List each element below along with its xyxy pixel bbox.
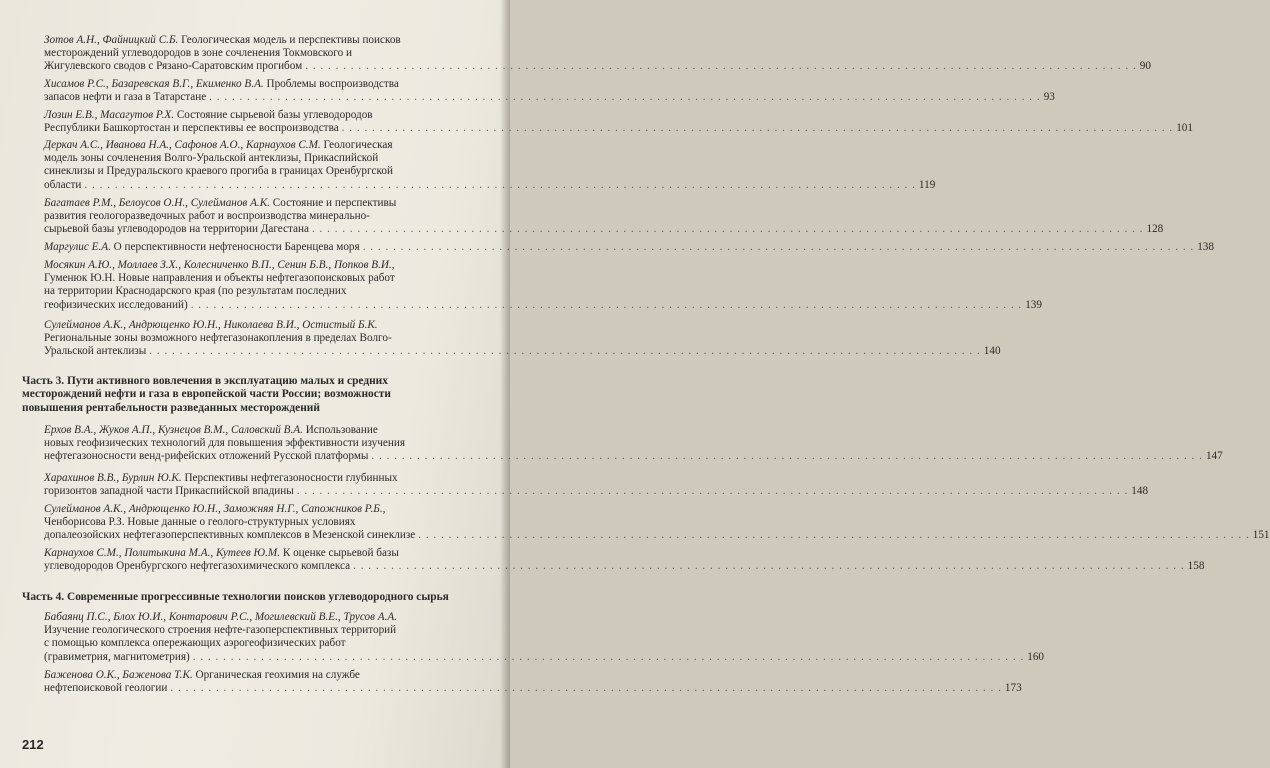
- entry-title-line: Состояние и перспективы: [272, 197, 397, 209]
- entry-page-number: 138: [1197, 241, 1214, 253]
- entry-title-line: Ченборисова Р.З. Новые данные о геолого-структурных условиях: [44, 516, 356, 529]
- entry-authors: Карнаухов С.М., Политыкина М.А., Кутеев Ю.М.: [44, 547, 281, 559]
- entry-title-line: с помощью комплекса опережающих аэрогеофизических работ: [44, 637, 346, 650]
- entry-title-line: допалеозойских нефтегазоперспективных комплексов в Мезенской синеклизе: [44, 529, 416, 542]
- part-heading-line: Часть 4. Современные прогрессивные технологии поисков углеводородного сырья: [22, 591, 449, 603]
- entry-authors: Баженова О.К., Баженова Т.К.: [44, 669, 193, 681]
- toc-entry[interactable]: [44, 669, 1022, 695]
- toc-entry[interactable]: [44, 241, 1214, 254]
- toc-entry[interactable]: [44, 472, 1149, 498]
- entry-title-line: Состояние сырьевой базы углеводородов: [176, 109, 373, 121]
- entry-title-line: геофизических исследований): [44, 298, 188, 311]
- toc-entry[interactable]: [44, 611, 1045, 664]
- entry-title-line: области: [44, 178, 82, 191]
- leader-dots: [353, 560, 1185, 573]
- entry-page-number: 158: [1187, 560, 1205, 573]
- entry-title-line: Изучение геологического строения нефте-газоперспективных территорий: [44, 624, 397, 637]
- entry-authors: Сулейманов А.К., Андрющенко Ю.Н., Николаева В.И., Остистый Б.К.: [44, 319, 378, 331]
- part-heading-line: повышения рентабельности разведанных месторождений: [22, 401, 320, 414]
- entry-authors: Сулейманов А.К., Андрющенко Ю.Н., Заможняя Н.Г., Сапожников Р.Б.,: [44, 503, 386, 515]
- entry-title-line: нефтегазоносности венд-рифейских отложений Русской платформы: [44, 450, 369, 463]
- leader-dots: [363, 241, 1195, 254]
- toc-entry[interactable]: [44, 424, 1223, 464]
- leader-dots: [342, 122, 1174, 135]
- leader-dots: [312, 223, 1144, 236]
- entry-page-number: 101: [1176, 122, 1193, 135]
- part-heading: [22, 375, 482, 415]
- leader-dots: [305, 60, 1137, 73]
- entry-authors: Мосякин А.Ю., Моллаев З.Х., Колесниченко В.П., Сенин Б.В., Попков В.И.,: [44, 259, 395, 271]
- entry-title-line: Республики Башкортостан и перспективы ее воспроизводства: [44, 122, 339, 135]
- toc-entry[interactable]: [44, 78, 1055, 104]
- entry-authors: Багатаев Р.М., Белоусов О.Н., Сулейманов А.К.: [44, 197, 270, 209]
- entry-title-line: нефтепоисковой геологии: [44, 682, 168, 695]
- entry-title-line: на территории Краснодарского края (по результатам последних: [44, 285, 347, 298]
- entry-title-line: синеклизы и Предуральского краевого прогиба в границах Оренбургской: [44, 165, 393, 178]
- entry-title-line: сырьевой базы углеводородов на территории Дагестана: [44, 223, 309, 236]
- toc-entry[interactable]: [44, 34, 1151, 74]
- entry-title-line: Использование: [305, 424, 378, 436]
- entry-title-line: Уральской антеклизы: [44, 345, 147, 358]
- entry-page-number: 119: [918, 178, 936, 191]
- entry-authors: Зотов А.Н., Файницкий С.Б.: [44, 34, 179, 46]
- toc-entry[interactable]: [44, 319, 1001, 359]
- leader-dots: [191, 299, 1023, 312]
- entry-authors: Бабаянц П.С., Блох Ю.И., Контарович Р.С., Могилевский В.Е., Трусов А.А.: [44, 611, 398, 623]
- entry-page-number: 160: [1027, 650, 1045, 663]
- toc-entry[interactable]: [44, 547, 1205, 573]
- entry-title-line: Жигулевского сводов с Рязано-Саратовским прогибом: [44, 60, 303, 73]
- part-heading-line: Часть 3. Пути активного вовлечения в эксплуатацию малых и средних: [22, 375, 388, 387]
- entry-authors: Ерхов В.А., Жуков А.П., Кузнецов В.М., Саловский В.А.: [44, 424, 303, 436]
- entry-title-line: (гравиметрия, магнитометрия): [44, 650, 190, 663]
- entry-page-number: 90: [1139, 60, 1151, 73]
- entry-title-line: месторождений углеводородов в зоне сочленения Токмовского и: [44, 47, 352, 60]
- page-number: 212: [22, 737, 44, 752]
- entry-authors: Маргулис Е.А.: [44, 241, 111, 253]
- entry-title-line: модель зоны сочленения Волго-Уральской антеклизы, Прикаспийской: [44, 152, 379, 165]
- entry-title-line: горизонтов западной части Прикаспийской впадины: [44, 485, 294, 498]
- entry-title-line: запасов нефти и газа в Татарстане: [44, 91, 207, 104]
- leader-dots: [371, 450, 1203, 463]
- toc-entry[interactable]: [44, 197, 1164, 237]
- leader-dots: [418, 529, 1250, 542]
- toc-entry[interactable]: [44, 503, 1270, 543]
- entry-title-line: К оценке сырьевой базы: [282, 547, 399, 559]
- toc-entry[interactable]: [44, 259, 1042, 312]
- leader-dots: [209, 91, 1041, 104]
- entry-title-line: Геологическая: [323, 139, 393, 151]
- entry-page-number: 148: [1131, 485, 1149, 498]
- toc-entry[interactable]: [44, 109, 1193, 135]
- entry-page-number: 128: [1146, 223, 1164, 236]
- entry-authors: Харахинов В.В., Бурлин Ю.К.: [44, 472, 182, 484]
- leader-dots: [149, 345, 981, 358]
- leader-dots: [84, 179, 916, 192]
- entry-page-number: 93: [1043, 91, 1055, 104]
- leader-dots: [297, 485, 1129, 498]
- entry-title-line: Региональные зоны возможного нефтегазонакопления в пределах Волго-: [44, 332, 392, 345]
- toc-entry[interactable]: [44, 139, 936, 192]
- entry-title-line: О перспективности нефтеносности Баренцева моря: [113, 241, 360, 253]
- leader-dots: [170, 682, 1002, 695]
- entry-authors: Деркач А.С., Иванова Н.А., Сафонов А.О., Карнаухов С.М.: [44, 139, 321, 151]
- entry-title-line: Органическая геохимия на службе: [195, 669, 360, 681]
- entry-title-line: развития геологоразведочных работ и воспроизводства минерально-: [44, 210, 370, 223]
- entry-title-line: Проблемы воспроизводства: [266, 78, 399, 90]
- leader-dots: [193, 651, 1025, 664]
- entry-title-line: Гуменюк Ю.Н. Новые направления и объекты нефтегазопоисковых работ: [44, 272, 395, 285]
- entry-authors: Хисамов Р.С., Базаревская В.Г., Екименко В.А.: [44, 78, 264, 90]
- entry-page-number: 139: [1025, 298, 1042, 311]
- entry-title-line: Геологическая модель и перспективы поисков: [181, 34, 401, 46]
- part-heading-line: месторождений нефти и газа в европейской части России; возможности: [22, 388, 391, 401]
- entry-page-number: 173: [1004, 682, 1022, 695]
- entry-authors: Лозин Е.В., Масагутов Р.Х.: [44, 109, 175, 121]
- entry-page-number: 147: [1205, 450, 1223, 463]
- part-heading: [22, 591, 482, 604]
- entry-title-line: Перспективы нефтегазоносности глубинных: [184, 472, 398, 484]
- entry-page-number: 140: [983, 345, 1001, 358]
- entry-page-number: 151: [1252, 529, 1270, 542]
- entry-title-line: углеводородов Оренбургского нефтегазохимического комплекса: [44, 560, 351, 573]
- entry-title-line: новых геофизических технологий для повышения эффективности изучения: [44, 437, 405, 450]
